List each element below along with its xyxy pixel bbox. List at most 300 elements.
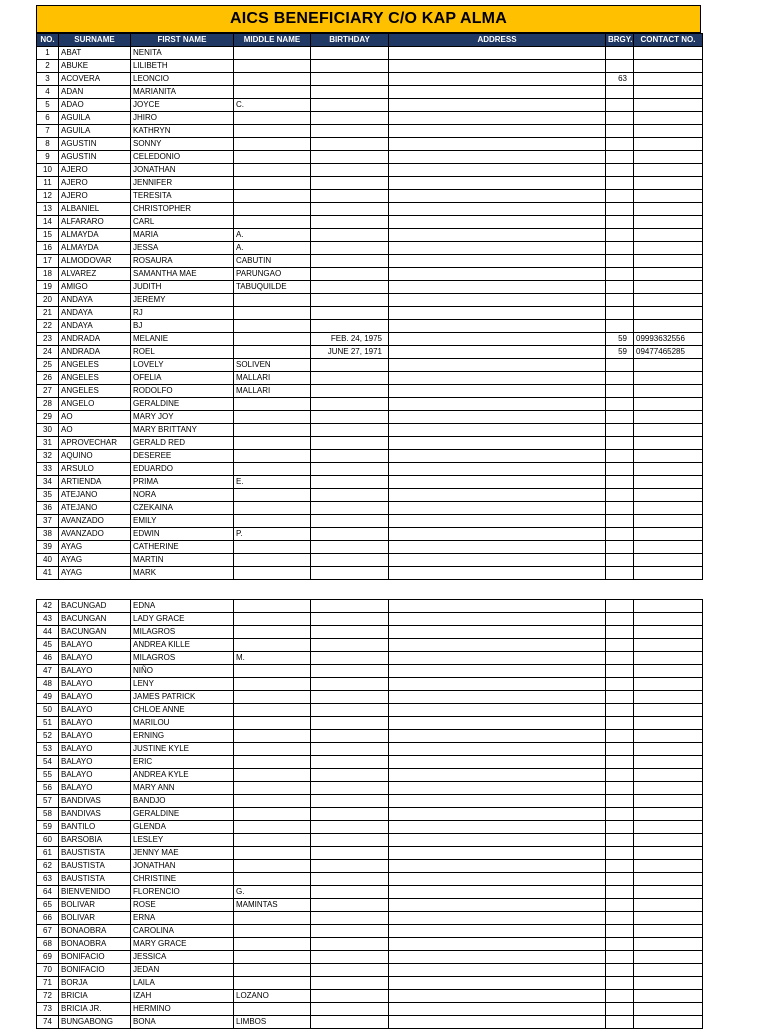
table-row[interactable] (37, 112, 703, 125)
cell-brgy[interactable] (606, 1003, 634, 1016)
cell-brgy[interactable] (606, 411, 634, 424)
cell-middle-name[interactable] (234, 424, 311, 437)
cell-address[interactable] (389, 899, 606, 912)
cell-brgy[interactable] (606, 821, 634, 834)
cell-birthday[interactable] (311, 626, 389, 639)
table-row[interactable] (37, 626, 703, 639)
cell-first-name[interactable]: ROEL (131, 346, 234, 359)
cell-contact[interactable] (634, 652, 703, 665)
table-row[interactable] (37, 652, 703, 665)
cell-address[interactable] (389, 47, 606, 60)
cell-surname[interactable]: BALAYO (59, 652, 131, 665)
cell-no[interactable]: 28 (37, 398, 59, 411)
cell-middle-name[interactable]: MAMINTAS (234, 899, 311, 912)
cell-first-name[interactable]: JEDAN (131, 964, 234, 977)
cell-first-name[interactable]: CZEKAINA (131, 502, 234, 515)
table-row[interactable] (37, 203, 703, 216)
cell-birthday[interactable] (311, 190, 389, 203)
cell-birthday[interactable] (311, 990, 389, 1003)
cell-birthday[interactable] (311, 73, 389, 86)
cell-address[interactable] (389, 255, 606, 268)
cell-no[interactable]: 44 (37, 626, 59, 639)
cell-middle-name[interactable]: C. (234, 99, 311, 112)
cell-brgy[interactable] (606, 294, 634, 307)
cell-contact[interactable] (634, 268, 703, 281)
cell-first-name[interactable]: MILAGROS (131, 652, 234, 665)
cell-middle-name[interactable] (234, 502, 311, 515)
cell-first-name[interactable]: RODOLFO (131, 385, 234, 398)
cell-birthday[interactable] (311, 476, 389, 489)
cell-address[interactable] (389, 795, 606, 808)
cell-birthday[interactable] (311, 515, 389, 528)
cell-surname[interactable]: AGUILA (59, 125, 131, 138)
table-row[interactable] (37, 567, 703, 580)
cell-middle-name[interactable] (234, 834, 311, 847)
table-row[interactable] (37, 899, 703, 912)
cell-surname[interactable]: AO (59, 411, 131, 424)
cell-address[interactable] (389, 164, 606, 177)
cell-brgy[interactable] (606, 86, 634, 99)
cell-brgy[interactable] (606, 138, 634, 151)
cell-surname[interactable]: ADAO (59, 99, 131, 112)
cell-brgy[interactable] (606, 769, 634, 782)
cell-birthday[interactable] (311, 756, 389, 769)
cell-first-name[interactable]: ERNA (131, 912, 234, 925)
cell-first-name[interactable]: OFELIA (131, 372, 234, 385)
cell-surname[interactable]: ANGELES (59, 385, 131, 398)
cell-first-name[interactable]: BJ (131, 320, 234, 333)
cell-surname[interactable]: BALAYO (59, 704, 131, 717)
cell-address[interactable] (389, 424, 606, 437)
cell-no[interactable]: 48 (37, 678, 59, 691)
cell-no[interactable]: 5 (37, 99, 59, 112)
cell-no[interactable]: 2 (37, 60, 59, 73)
cell-no[interactable]: 36 (37, 502, 59, 515)
cell-no[interactable]: 41 (37, 567, 59, 580)
cell-birthday[interactable] (311, 743, 389, 756)
cell-contact[interactable] (634, 60, 703, 73)
cell-surname[interactable]: BALAYO (59, 639, 131, 652)
cell-first-name[interactable]: MARY JOY (131, 411, 234, 424)
cell-brgy[interactable] (606, 808, 634, 821)
table-row[interactable] (37, 964, 703, 977)
cell-brgy[interactable] (606, 938, 634, 951)
table-row[interactable] (37, 398, 703, 411)
cell-no[interactable]: 57 (37, 795, 59, 808)
cell-middle-name[interactable]: G. (234, 886, 311, 899)
cell-surname[interactable]: ANGELES (59, 359, 131, 372)
cell-first-name[interactable]: ERIC (131, 756, 234, 769)
cell-brgy[interactable] (606, 60, 634, 73)
cell-contact[interactable]: 09477465285 (634, 346, 703, 359)
cell-middle-name[interactable] (234, 112, 311, 125)
cell-middle-name[interactable] (234, 164, 311, 177)
cell-birthday[interactable] (311, 138, 389, 151)
cell-first-name[interactable]: ERNING (131, 730, 234, 743)
cell-address[interactable] (389, 704, 606, 717)
cell-address[interactable] (389, 782, 606, 795)
cell-middle-name[interactable] (234, 489, 311, 502)
cell-no[interactable]: 1 (37, 47, 59, 60)
cell-brgy[interactable] (606, 307, 634, 320)
cell-brgy[interactable] (606, 912, 634, 925)
cell-no[interactable]: 61 (37, 847, 59, 860)
cell-address[interactable] (389, 873, 606, 886)
cell-middle-name[interactable] (234, 808, 311, 821)
cell-no[interactable]: 47 (37, 665, 59, 678)
cell-first-name[interactable]: JAMES PATRICK (131, 691, 234, 704)
cell-birthday[interactable] (311, 938, 389, 951)
cell-address[interactable] (389, 463, 606, 476)
cell-first-name[interactable]: ROSE (131, 899, 234, 912)
cell-surname[interactable]: BOLIVAR (59, 912, 131, 925)
cell-middle-name[interactable] (234, 925, 311, 938)
cell-surname[interactable]: AGUSTIN (59, 138, 131, 151)
cell-surname[interactable]: ADAN (59, 86, 131, 99)
cell-birthday[interactable] (311, 229, 389, 242)
cell-no[interactable]: 29 (37, 411, 59, 424)
cell-surname[interactable]: BALAYO (59, 743, 131, 756)
cell-surname[interactable]: ARTIENDA (59, 476, 131, 489)
cell-brgy[interactable] (606, 229, 634, 242)
cell-brgy[interactable] (606, 99, 634, 112)
cell-surname[interactable]: BONAOBRA (59, 938, 131, 951)
cell-middle-name[interactable] (234, 346, 311, 359)
cell-surname[interactable]: BRICIA JR. (59, 1003, 131, 1016)
cell-no[interactable]: 14 (37, 216, 59, 229)
cell-first-name[interactable]: JUSTINE KYLE (131, 743, 234, 756)
cell-no[interactable]: 19 (37, 281, 59, 294)
cell-birthday[interactable] (311, 99, 389, 112)
cell-birthday[interactable] (311, 60, 389, 73)
cell-birthday[interactable] (311, 320, 389, 333)
table-row[interactable] (37, 372, 703, 385)
cell-brgy[interactable] (606, 268, 634, 281)
cell-no[interactable]: 65 (37, 899, 59, 912)
cell-surname[interactable]: BAUSTISTA (59, 873, 131, 886)
cell-address[interactable] (389, 489, 606, 502)
cell-first-name[interactable]: FLORENCIO (131, 886, 234, 899)
cell-birthday[interactable] (311, 216, 389, 229)
cell-middle-name[interactable] (234, 320, 311, 333)
cell-surname[interactable]: BUNGABONG (59, 1016, 131, 1029)
cell-first-name[interactable]: BANDJO (131, 795, 234, 808)
cell-surname[interactable]: BALAYO (59, 769, 131, 782)
table-row[interactable] (37, 665, 703, 678)
cell-middle-name[interactable] (234, 86, 311, 99)
cell-surname[interactable]: AJERO (59, 177, 131, 190)
cell-brgy[interactable] (606, 476, 634, 489)
cell-brgy[interactable] (606, 567, 634, 580)
cell-contact[interactable] (634, 190, 703, 203)
table-row[interactable] (37, 268, 703, 281)
cell-contact[interactable] (634, 528, 703, 541)
cell-surname[interactable]: ACOVERA (59, 73, 131, 86)
cell-brgy[interactable] (606, 112, 634, 125)
cell-middle-name[interactable] (234, 665, 311, 678)
cell-birthday[interactable] (311, 281, 389, 294)
cell-middle-name[interactable]: MALLARI (234, 372, 311, 385)
cell-no[interactable]: 9 (37, 151, 59, 164)
cell-middle-name[interactable]: E. (234, 476, 311, 489)
cell-middle-name[interactable] (234, 333, 311, 346)
cell-birthday[interactable]: FEB. 24, 1975 (311, 333, 389, 346)
cell-brgy[interactable] (606, 320, 634, 333)
cell-no[interactable]: 22 (37, 320, 59, 333)
cell-first-name[interactable]: CELEDONIO (131, 151, 234, 164)
cell-middle-name[interactable] (234, 151, 311, 164)
cell-no[interactable]: 71 (37, 977, 59, 990)
cell-no[interactable]: 34 (37, 476, 59, 489)
cell-middle-name[interactable]: PARUNGAO (234, 268, 311, 281)
table-row[interactable] (37, 294, 703, 307)
cell-first-name[interactable]: CAROLINA (131, 925, 234, 938)
cell-brgy[interactable] (606, 541, 634, 554)
cell-first-name[interactable]: CHLOE ANNE (131, 704, 234, 717)
table-row[interactable] (37, 541, 703, 554)
cell-brgy[interactable] (606, 873, 634, 886)
cell-first-name[interactable]: LADY GRACE (131, 613, 234, 626)
cell-address[interactable] (389, 203, 606, 216)
cell-brgy[interactable] (606, 463, 634, 476)
cell-birthday[interactable] (311, 899, 389, 912)
cell-surname[interactable]: BORJA (59, 977, 131, 990)
cell-address[interactable] (389, 320, 606, 333)
cell-first-name[interactable]: LESLEY (131, 834, 234, 847)
cell-middle-name[interactable] (234, 860, 311, 873)
cell-brgy[interactable] (606, 691, 634, 704)
cell-first-name[interactable]: MARILOU (131, 717, 234, 730)
cell-no[interactable]: 69 (37, 951, 59, 964)
cell-brgy[interactable] (606, 255, 634, 268)
cell-birthday[interactable] (311, 151, 389, 164)
cell-first-name[interactable]: LOVELY (131, 359, 234, 372)
cell-birthday[interactable] (311, 411, 389, 424)
cell-contact[interactable] (634, 177, 703, 190)
table-row[interactable] (37, 86, 703, 99)
cell-birthday[interactable] (311, 678, 389, 691)
cell-middle-name[interactable]: P. (234, 528, 311, 541)
cell-middle-name[interactable] (234, 203, 311, 216)
cell-birthday[interactable] (311, 600, 389, 613)
cell-birthday[interactable] (311, 860, 389, 873)
cell-brgy[interactable] (606, 437, 634, 450)
cell-contact[interactable] (634, 821, 703, 834)
cell-first-name[interactable]: MELANIE (131, 333, 234, 346)
table-row[interactable] (37, 769, 703, 782)
cell-surname[interactable]: BALAYO (59, 782, 131, 795)
cell-no[interactable]: 21 (37, 307, 59, 320)
cell-contact[interactable] (634, 216, 703, 229)
cell-birthday[interactable] (311, 450, 389, 463)
cell-brgy[interactable] (606, 795, 634, 808)
cell-address[interactable] (389, 411, 606, 424)
cell-no[interactable]: 15 (37, 229, 59, 242)
cell-middle-name[interactable] (234, 60, 311, 73)
cell-first-name[interactable]: MARY ANN (131, 782, 234, 795)
cell-no[interactable]: 40 (37, 554, 59, 567)
cell-contact[interactable]: 09993632556 (634, 333, 703, 346)
cell-address[interactable] (389, 73, 606, 86)
cell-surname[interactable]: ABUKE (59, 60, 131, 73)
cell-contact[interactable] (634, 47, 703, 60)
cell-contact[interactable] (634, 255, 703, 268)
cell-address[interactable] (389, 359, 606, 372)
cell-contact[interactable] (634, 112, 703, 125)
cell-middle-name[interactable]: LIMBOS (234, 1016, 311, 1029)
cell-first-name[interactable]: JONATHAN (131, 164, 234, 177)
cell-brgy[interactable] (606, 164, 634, 177)
cell-middle-name[interactable] (234, 639, 311, 652)
table-row[interactable] (37, 912, 703, 925)
cell-brgy[interactable] (606, 359, 634, 372)
cell-address[interactable] (389, 125, 606, 138)
table-row[interactable] (37, 73, 703, 86)
cell-surname[interactable]: ANGELO (59, 398, 131, 411)
cell-middle-name[interactable] (234, 450, 311, 463)
cell-contact[interactable] (634, 834, 703, 847)
cell-address[interactable] (389, 912, 606, 925)
cell-contact[interactable] (634, 99, 703, 112)
cell-brgy[interactable] (606, 242, 634, 255)
cell-first-name[interactable]: LENY (131, 678, 234, 691)
cell-contact[interactable] (634, 515, 703, 528)
cell-middle-name[interactable] (234, 769, 311, 782)
cell-address[interactable] (389, 626, 606, 639)
cell-no[interactable]: 3 (37, 73, 59, 86)
cell-brgy[interactable] (606, 964, 634, 977)
cell-address[interactable] (389, 808, 606, 821)
table-row[interactable] (37, 320, 703, 333)
cell-first-name[interactable]: RJ (131, 307, 234, 320)
cell-surname[interactable]: ANDAYA (59, 320, 131, 333)
cell-contact[interactable] (634, 164, 703, 177)
cell-no[interactable]: 27 (37, 385, 59, 398)
cell-contact[interactable] (634, 600, 703, 613)
cell-no[interactable]: 73 (37, 1003, 59, 1016)
cell-brgy[interactable] (606, 626, 634, 639)
cell-surname[interactable]: AMIGO (59, 281, 131, 294)
cell-surname[interactable]: BONIFACIO (59, 964, 131, 977)
cell-address[interactable] (389, 333, 606, 346)
table-row[interactable] (37, 47, 703, 60)
cell-first-name[interactable]: LILIBETH (131, 60, 234, 73)
cell-surname[interactable]: BALAYO (59, 691, 131, 704)
cell-surname[interactable]: ALVAREZ (59, 268, 131, 281)
table-row[interactable] (37, 873, 703, 886)
cell-first-name[interactable]: MARY BRITTANY (131, 424, 234, 437)
cell-contact[interactable] (634, 795, 703, 808)
cell-brgy[interactable] (606, 990, 634, 1003)
cell-middle-name[interactable] (234, 678, 311, 691)
cell-address[interactable] (389, 691, 606, 704)
cell-middle-name[interactable] (234, 782, 311, 795)
cell-no[interactable]: 25 (37, 359, 59, 372)
cell-contact[interactable] (634, 242, 703, 255)
cell-no[interactable]: 42 (37, 600, 59, 613)
cell-middle-name[interactable]: SOLIVEN (234, 359, 311, 372)
cell-no[interactable]: 26 (37, 372, 59, 385)
table-row[interactable] (37, 717, 703, 730)
cell-surname[interactable]: AGUSTIN (59, 151, 131, 164)
cell-surname[interactable]: AVANZADO (59, 515, 131, 528)
cell-no[interactable]: 58 (37, 808, 59, 821)
cell-address[interactable] (389, 925, 606, 938)
cell-middle-name[interactable]: A. (234, 242, 311, 255)
cell-birthday[interactable] (311, 463, 389, 476)
cell-birthday[interactable] (311, 925, 389, 938)
cell-middle-name[interactable] (234, 73, 311, 86)
cell-surname[interactable]: ALMAYDA (59, 242, 131, 255)
cell-surname[interactable]: ANDRADA (59, 333, 131, 346)
table-row[interactable] (37, 346, 703, 359)
cell-address[interactable] (389, 652, 606, 665)
cell-middle-name[interactable] (234, 398, 311, 411)
cell-middle-name[interactable] (234, 125, 311, 138)
cell-no[interactable]: 4 (37, 86, 59, 99)
cell-birthday[interactable] (311, 294, 389, 307)
cell-contact[interactable] (634, 951, 703, 964)
cell-address[interactable] (389, 821, 606, 834)
cell-contact[interactable] (634, 756, 703, 769)
cell-first-name[interactable]: NENITA (131, 47, 234, 60)
cell-surname[interactable]: BAUSTISTA (59, 847, 131, 860)
cell-address[interactable] (389, 151, 606, 164)
cell-no[interactable]: 52 (37, 730, 59, 743)
cell-no[interactable]: 56 (37, 782, 59, 795)
table-row[interactable] (37, 795, 703, 808)
cell-brgy[interactable] (606, 756, 634, 769)
cell-first-name[interactable]: ANDREA KYLE (131, 769, 234, 782)
table-row[interactable] (37, 743, 703, 756)
table-row[interactable] (37, 821, 703, 834)
cell-brgy[interactable] (606, 281, 634, 294)
cell-birthday[interactable] (311, 177, 389, 190)
cell-surname[interactable]: ANDAYA (59, 294, 131, 307)
cell-address[interactable] (389, 216, 606, 229)
cell-birthday[interactable] (311, 691, 389, 704)
cell-surname[interactable]: BACUNGAD (59, 600, 131, 613)
cell-first-name[interactable]: GERALD RED (131, 437, 234, 450)
cell-no[interactable]: 18 (37, 268, 59, 281)
cell-brgy[interactable] (606, 528, 634, 541)
cell-no[interactable]: 66 (37, 912, 59, 925)
cell-brgy[interactable] (606, 424, 634, 437)
cell-surname[interactable]: ABAT (59, 47, 131, 60)
cell-address[interactable] (389, 281, 606, 294)
cell-birthday[interactable] (311, 652, 389, 665)
cell-no[interactable]: 7 (37, 125, 59, 138)
cell-no[interactable]: 46 (37, 652, 59, 665)
cell-contact[interactable] (634, 886, 703, 899)
cell-birthday[interactable] (311, 541, 389, 554)
cell-address[interactable] (389, 665, 606, 678)
cell-contact[interactable] (634, 808, 703, 821)
cell-surname[interactable]: BONAOBRA (59, 925, 131, 938)
cell-address[interactable] (389, 1016, 606, 1029)
cell-middle-name[interactable] (234, 730, 311, 743)
cell-no[interactable]: 10 (37, 164, 59, 177)
cell-address[interactable] (389, 886, 606, 899)
table-row[interactable] (37, 613, 703, 626)
cell-middle-name[interactable]: TABUQUILDE (234, 281, 311, 294)
cell-surname[interactable]: BANTILO (59, 821, 131, 834)
cell-address[interactable] (389, 86, 606, 99)
cell-birthday[interactable] (311, 554, 389, 567)
cell-middle-name[interactable] (234, 951, 311, 964)
cell-middle-name[interactable] (234, 847, 311, 860)
cell-no[interactable]: 35 (37, 489, 59, 502)
